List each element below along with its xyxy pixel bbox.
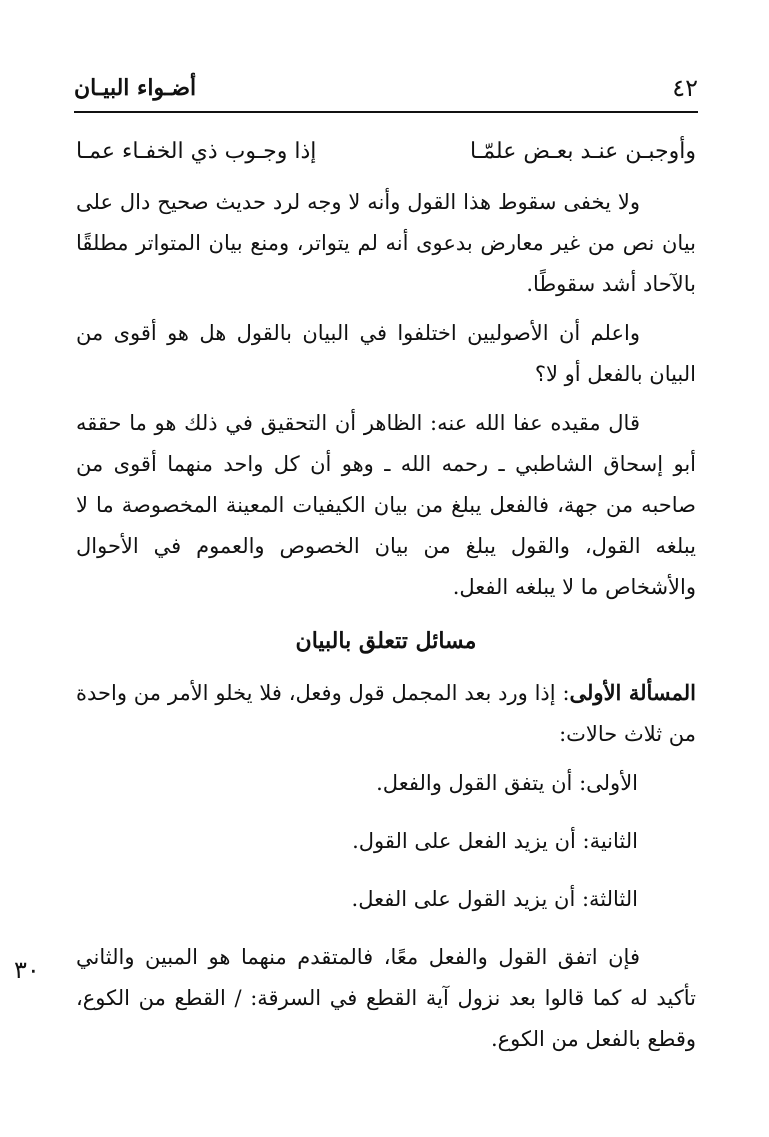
page-header <box>74 72 698 108</box>
poetry-verse <box>76 128 696 176</box>
page-number: ٤٢ <box>672 74 698 102</box>
section-heading: مسائل تتعلق بالبيان <box>295 628 477 654</box>
book-title: أضـواء البيـان <box>74 75 197 101</box>
margin-page-reference: ٣٠ <box>14 956 40 984</box>
page-body <box>76 128 696 1068</box>
first-issue-label: المسألة الأولى <box>569 680 697 705</box>
header-divider <box>74 111 698 113</box>
paragraph-rejection: ولا يخفى سقوط هذا القول وأنه لا وجه لرد حديث صحيح دال على بيان نص من غير معارض بدعوى أنه لم يتواتر، ومنع بيان المتواتر مطلقًا بالآحاد أشد سقوطًا. <box>76 190 696 296</box>
case-third: الثالثة: أن يزيد القول على الفعل. <box>351 887 638 911</box>
case-first: الأولى: أن يتفق القول والفعل. <box>376 771 638 795</box>
verse-first-hemistich: وأوجبـن عنـد بعـض علمّـا <box>470 139 696 164</box>
first-issue-text: : إذا ورد بعد المجمل قول وفعل، فلا يخلو الأمر من واحدة من ثلاث حالات: <box>76 681 696 746</box>
case-second: الثانية: أن يزيد الفعل على القول. <box>352 829 638 853</box>
verse-second-hemistich: إذا وجـوب ذي الخفـاء عمـا <box>76 139 317 164</box>
paragraph-disagreement: واعلم أن الأصوليين اختلفوا في البيان بالقول هل هو أقوى من البيان بالفعل أو لا؟ <box>76 321 696 386</box>
paragraph-final: فإن اتفق القول والفعل معًا، فالمتقدم منهما هو المبين والثاني تأكيد له كما قالوا بعد نزول آية القطع في السرقة: / القطع من الكوع، وقطع بالفعل من الكوع. <box>76 945 696 1051</box>
paragraph-author-opinion: قال مقيده عفا الله عنه: الظاهر أن التحقيق في ذلك هو ما حققه أبو إسحاق الشاطبي ـ رحمه الله ـ وهو أن كل واحد منهما أقوى من صاحبه من جهة، فالفعل يبلغ من بيان الكيفيات المعينة المخصوصة ما لا يبلغه القول، والقول يبلغ من بيان الخصوص والعموم في الأحوال والأشخاص ما لا يبلغه الفعل. <box>76 411 697 599</box>
paragraph-first-issue <box>76 672 696 755</box>
